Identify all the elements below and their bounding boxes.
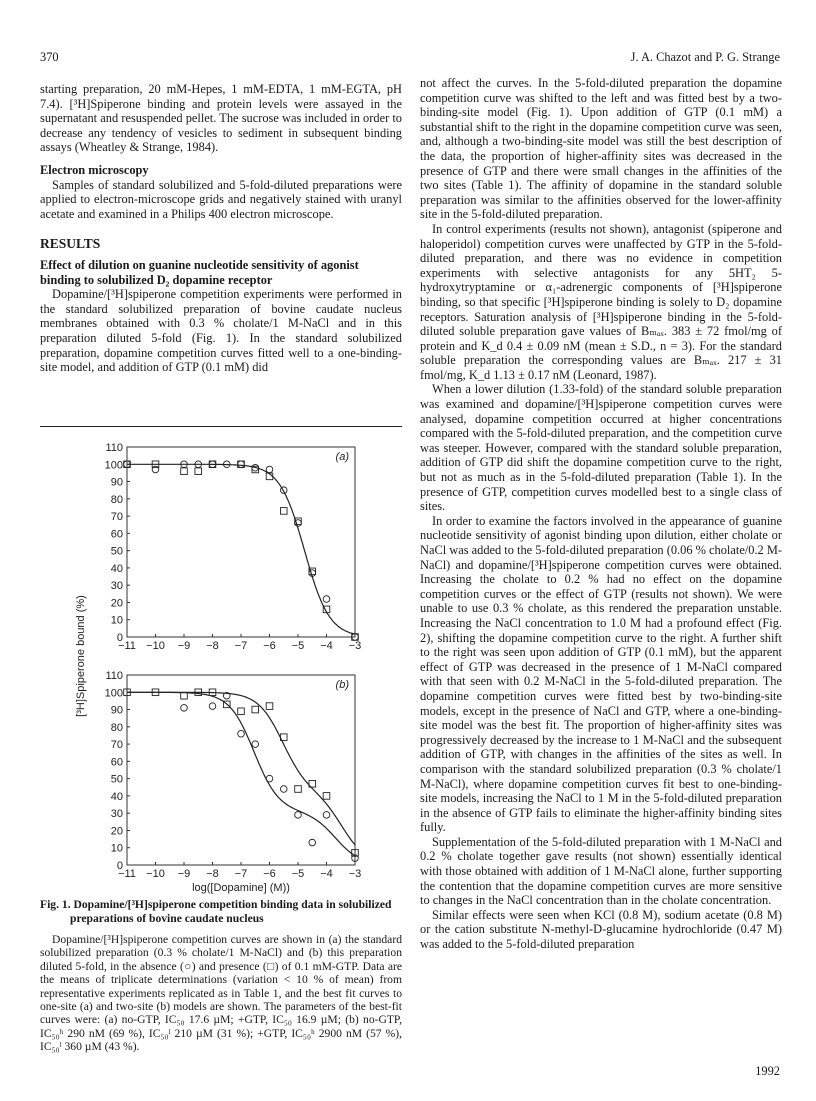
plot-frame (127, 675, 355, 865)
x-tick-label: −3 (348, 640, 362, 652)
y-tick-label: 100 (104, 687, 123, 700)
data-point-circle (238, 461, 245, 468)
x-tick-label: −4 (320, 868, 333, 880)
data-point-circle (309, 839, 316, 846)
y-tick-label: 30 (110, 808, 123, 821)
y-tick-label: 0 (116, 860, 123, 872)
data-point-circle (295, 812, 302, 819)
paragraph: Supplementation of the 5-fold-diluted preparation with 1 M-NaCl and 0.2 % cholate together gave results (not shown) essentially identical with those obtained with addition of 1 M-NaCl alone, further supporting the contention that the dopamine competition curves are more sensitive to changes in the NaCl concentration than in the cholate concentration. (420, 834, 782, 908)
data-point-circle (181, 705, 188, 712)
x-tick-label: −8 (206, 868, 219, 880)
data-point-circle (266, 775, 273, 782)
panel-label: (a) (335, 451, 349, 463)
panel-label: (b) (335, 679, 349, 691)
data-point-circle (295, 520, 302, 527)
data-point-square (295, 786, 302, 793)
figure-caption-block (40, 898, 402, 1054)
x-tick-label: −11 (118, 868, 136, 880)
paragraph: When a lower dilution (1.33-fold) of the standard soluble preparation was examined and dopamine/[³H]spiperone competition curves were analysed, dopamine competition occurred at higher concentrations compared with the 5-fold-diluted preparation, and the competition curve was steeper. However, compared with the standard soluble preparation, addition of GTP did shift the dopamine competition curve to the right, but not as much as in the 5-fold-diluted preparation (Table 1). In the presence of GTP, competition curves modelled best to a single class of sites. (420, 382, 782, 514)
y-tick-label: 20 (110, 597, 123, 610)
x-tick-label: −3 (348, 868, 362, 880)
y-tick-label: 40 (110, 790, 123, 803)
y-tick-label: 20 (110, 825, 123, 838)
y-tick-label: 110 (105, 670, 123, 682)
x-tick-label: −7 (234, 640, 248, 652)
results-heading: RESULTS (40, 236, 101, 252)
y-tick-label: 80 (110, 721, 123, 734)
y-axis-label: [³H]Spiperone bound (%) (75, 595, 87, 717)
x-tick-label: −11 (118, 640, 136, 652)
fit-curve (127, 692, 355, 845)
x-tick-label: −9 (177, 868, 191, 880)
data-point-square (266, 703, 273, 710)
paragraph: In order to examine the factors involved in the appearance of guanine nucleotide sensitivity of agonist binding upon dilution, either cholate or NaCl was added to the 5-fold-diluted preparation (0.06 % cholate/0.2 M-NaCl) and dopamine/[³H]spiperone competition curves were obtained. Increasing the cholate to 0.2 % had no effect on the dopamine competition curves or the effect of GTP (results not shown). We were unable to use 0.3 % cholate, as this rendered the preparation unstable. Increasing the NaCl concentration to 1.0 M had a profound effect (Fig. 2), shifting the dopamine competition curve to the right. A further shift to the right was seen upon addition of GTP (0.1 mM), but the apparent effect of GTP was decreased in the presence of 1 M-NaCl compared with that seen with 0.2 M-NaCl in the 5-fold-diluted preparation. The dopamine competition curves were fitted best by two-binding-site models, except in the presence of NaCl and GTP, where a one-binding-site model was the best fit. The proportion of higher-affinity sites was progressively decreased by the increase to 1 M-NaCl and the subsequent addition of GTP, with changes in the affinities of the sites as well. In comparison with the standard solubilized preparation (0.3 % cholate/1 M-NaCl), where dopamine competition curves fit best to one-binding-site models, increasing the NaCl to 1 M in the 5-fold-diluted preparation in the absence of GTP fails to eliminate the higher-affinity binding sites fully. (420, 513, 782, 835)
data-point-square (280, 508, 287, 515)
section-heading: Effect of dilution on guanine nucleotide sensitivity of agonist binding to solubilized D₂ dopamine receptor (40, 257, 359, 287)
data-point-circle (323, 596, 330, 603)
y-tick-label: 0 (116, 632, 123, 644)
y-tick-label: 70 (110, 739, 123, 752)
section-heading: Electron microscopy (40, 162, 149, 177)
panel-b (105, 670, 362, 880)
data-point-circle (252, 741, 259, 748)
y-tick-label: 80 (110, 493, 123, 506)
paragraph: Samples of standard solubilized and 5-fold-diluted preparations were applied to electron-microscope grids and negatively stained with uranyl acetate and examined in a Philips 400 electron microscope. (40, 177, 402, 221)
x-tick-label: −6 (263, 868, 276, 880)
x-tick-label: −5 (291, 640, 305, 652)
y-tick-label: 70 (110, 511, 123, 524)
paragraph: Dopamine/[³H]spiperone competition experiments were performed in the standard solubilized preparation of bovine caudate nucleus membranes obtained with 0.3 % cholate/1 M-NaCl and in this preparation diluted 5-fold (Fig. 1). In the standard solubilized preparation, dopamine competition curves fitted well to a one-binding-site model, and addition of GTP (0.1 mM) did (40, 287, 402, 375)
data-point-circle (266, 466, 273, 473)
running-header-authors: J. A. Chazot and P. G. Strange (630, 50, 780, 64)
x-tick-label: −5 (291, 868, 305, 880)
data-point-square (323, 793, 330, 800)
x-tick-label: −9 (177, 640, 191, 652)
paragraph: In control experiments (results not shown), antagonist (spiperone and haloperidol) competition curves were unaffected by GTP in the 5-fold-diluted preparation, and there was no evidence in competition experiments with selective antagonists for any 5HT₂ 5-hydroxytryptamine or α₁-adrenergic components of [³H]spiperone binding, so that specific [³H]spiperone binding is solely to D₂ dopamine receptors. Saturation analysis of [³H]spiperone binding in the 5-fold-diluted soluble preparation gave values of Bₘₐₓ. 383 ± 72 fmol/mg of protein and K_d 0.4 ± 0.09 nM (mean ± S.D., n = 3). For the standard soluble preparation the corresponding values are Bₘₐₓ. 217 ± 31 fmol/mg, K_d 1.13 ± 0.17 nM (Leonard, 1987). (420, 221, 782, 382)
data-point-square (252, 706, 259, 713)
data-point-circle (238, 730, 245, 737)
data-point-square (181, 692, 188, 699)
x-tick-label: −7 (234, 868, 248, 880)
plot-frame (127, 447, 355, 637)
y-tick-label: 90 (110, 476, 123, 489)
y-tick-label: 10 (110, 842, 123, 855)
x-tick-label: −8 (206, 640, 219, 652)
right-column (420, 76, 782, 952)
y-tick-label: 10 (110, 614, 123, 627)
x-tick-label: −10 (146, 868, 165, 880)
x-tick-label: −4 (320, 640, 333, 652)
y-tick-label: 50 (110, 773, 123, 786)
x-tick-label: −6 (263, 640, 276, 652)
fit-curve (127, 464, 355, 634)
y-tick-label: 60 (110, 528, 123, 541)
data-point-circle (323, 812, 330, 819)
fit-curve (127, 692, 355, 855)
page-number: 370 (40, 50, 59, 64)
y-tick-label: 30 (110, 580, 123, 593)
data-point-square (195, 468, 202, 475)
y-tick-label: 90 (110, 704, 123, 717)
data-point-square (181, 468, 188, 475)
figure-title: Fig. 1. Dopamine/[³H]spiperone competition binding data in solubilized preparations of bovine caudate nucleus (40, 898, 392, 925)
figure-caption: Dopamine/[³H]spiperone competition curves are shown in (a) the standard solubilized preparation (0.3 % cholate/1 M-NaCl) and (b) this preparation diluted 5-fold, in the absence (○) and presence (□) of 0.1 mM-GTP. Data are the means of triplicate determinations (variation < 10 % of mean) from representative experiments replicated as in Table 1, and the best fit curves to one-site (a) and two-site (b) models are shown. The parameters of the best-fit curves were: (a) no-GTP, IC₅₀ 17.6 µM; +GTP, IC₅₀ 16.9 µM; (b) no-GTP, IC₅₀ʰ 290 nM (69 %), IC₅₀ˡ 210 µM (31 %); +GTP, IC₅₀ʰ 2900 nM (57 %), IC₅₀ˡ 360 µM (43 %). (40, 933, 402, 1054)
y-tick-label: 40 (110, 562, 123, 575)
panel-a (105, 442, 362, 652)
x-axis-label: log([Dopamine] (M)) (192, 882, 290, 894)
data-point-circle (280, 786, 287, 793)
data-point-square (238, 708, 245, 715)
y-tick-label: 50 (110, 545, 123, 558)
y-tick-label: 100 (104, 459, 123, 472)
y-tick-label: 60 (110, 756, 123, 769)
y-tick-label: 110 (105, 442, 123, 454)
paragraph: starting preparation, 20 mM-Hepes, 1 mM-EDTA, 1 mM-EGTA, pH 7.4). [³H]Spiperone binding and protein levels were assayed in the supernatant and resuspended pellet. The sucrose was included in order to decrease any tendency of vesicles to sediment in subsequent binding assays (Wheatley & Strange, 1984). (40, 82, 402, 155)
x-tick-label: −10 (146, 640, 165, 652)
data-point-circle (209, 703, 216, 710)
page-footer-year: 1992 (755, 1064, 780, 1078)
paragraph: not affect the curves. In the 5-fold-diluted preparation the dopamine competition curve was shifted to the left and was fitted best by a two-binding-site model (Fig. 1). Upon addition of GTP (0.1 mM) a substantial shift to the right in the dopamine competition curve was seen, and, although a two-binding-site model was still the best description of the data, the proportion of higher-affinity sites was decreased in the presence of GTP and there were small changes in the affinities of the two sites (Table 1). The affinity of dopamine in the standard soluble preparation was similar to the affinities observed for the lower-affinity site in the 5-fold-diluted preparation. (420, 76, 783, 222)
paragraph: Similar effects were seen when KCl (0.8 M), sodium acetate (0.8 M) or the cation substitute N-methyl-D-glucamine hydrochloride (0.47 M) was added to the 5-fold-diluted preparation (420, 907, 782, 952)
